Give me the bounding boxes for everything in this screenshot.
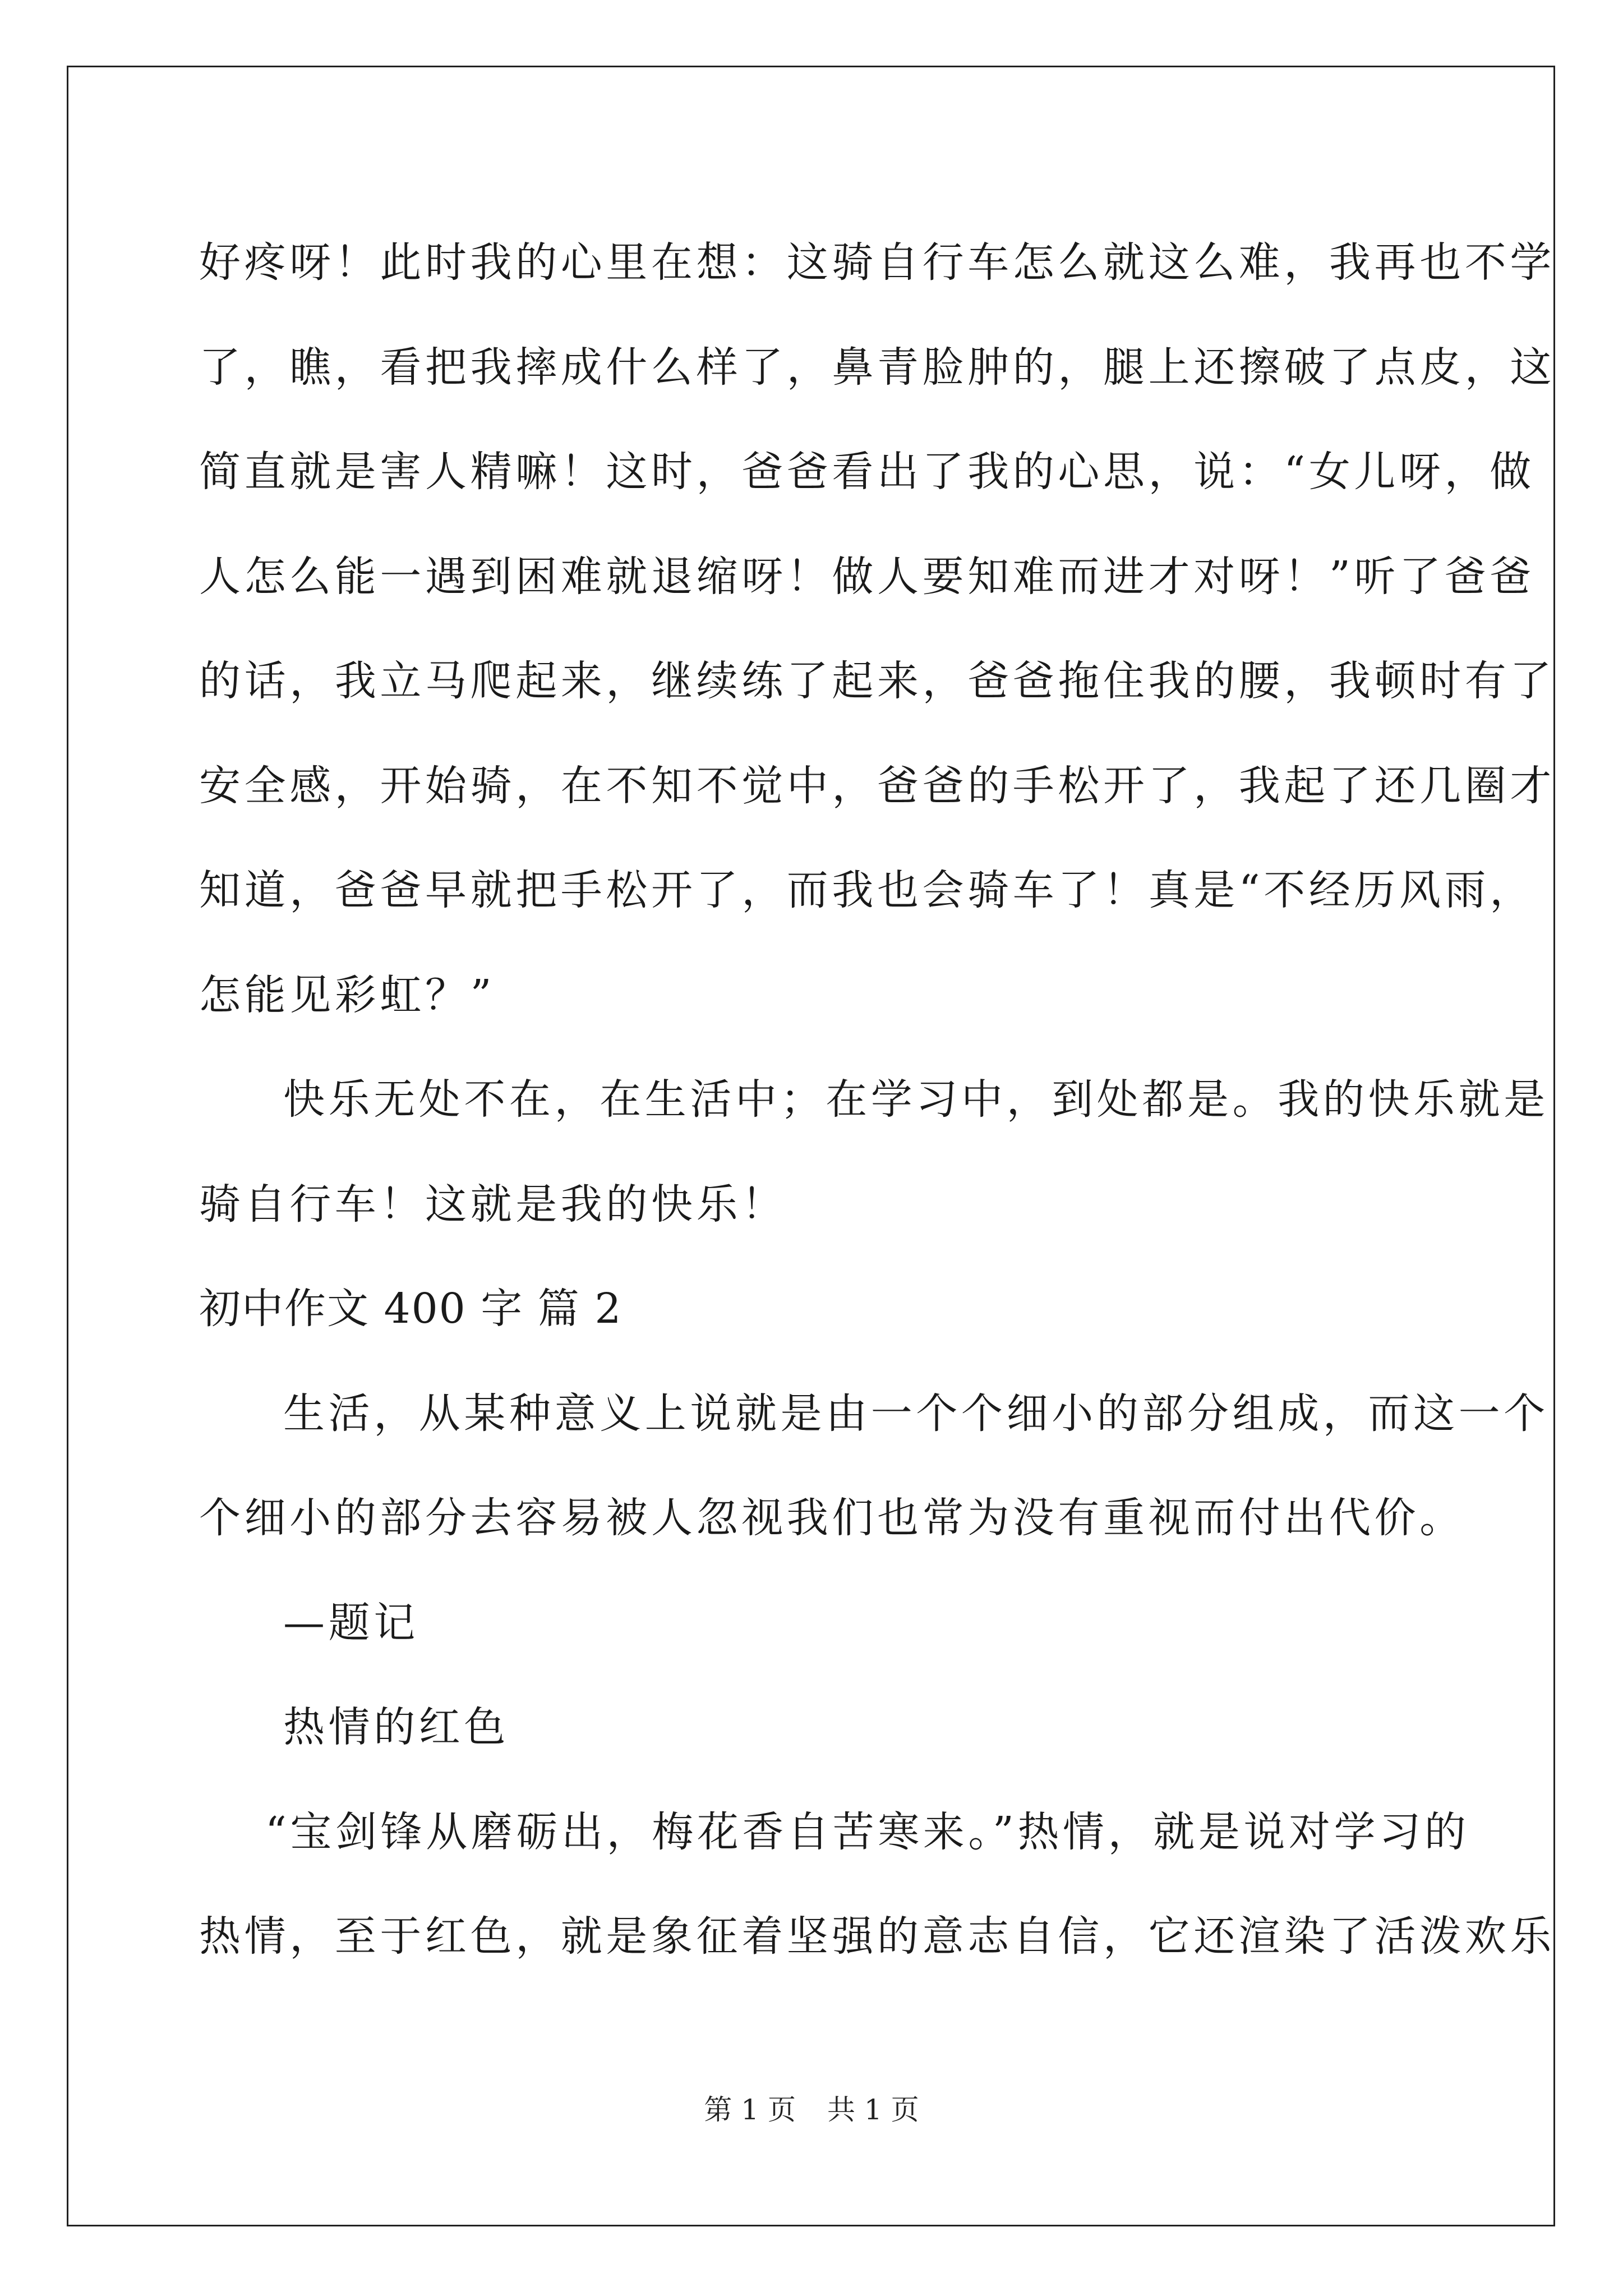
page-total: 共 1 页 <box>827 2093 919 2126</box>
text-line: 的话，我立马爬起来，继续练了起来，爸爸拖住我的腰，我顿时有了 <box>199 657 1555 705</box>
page-footer <box>0 2087 1623 2128</box>
text-line: 好疼呀！此时我的心里在想：这骑自行车怎么就这么难，我再也不学 <box>199 238 1555 287</box>
text-line: 简直就是害人精嘛！这时，爸爸看出了我的心思，说：“女儿呀，做 <box>199 448 1535 496</box>
text-line: 个细小的部分去容易被人忽视我们也常为没有重视而付出代价。 <box>199 1494 1465 1542</box>
text-line: 人怎么能一遇到困难就退缩呀！做人要知难而进才对呀！”听了爸爸 <box>199 552 1535 601</box>
essay-title: 热情的红色 <box>283 1703 509 1751</box>
document-body <box>199 210 1555 1989</box>
text-line: 怎能见彩虹？” <box>199 970 496 1019</box>
text-line: 知道，爸爸早就把手松开了，而我也会骑车了！真是“不经历风雨， <box>199 866 1535 914</box>
paragraph-start-line: 快乐无处不在，在生活中；在学习中，到处都是。我的快乐就是 <box>283 1075 1549 1124</box>
paragraph-start-line: “宝剑锋从磨砺出，梅花香自苦寒来。”热情，就是说对学习的 <box>265 1807 1470 1856</box>
page-number: 第 1 页 <box>704 2093 796 2126</box>
text-line: 了，瞧，看把我摔成什么样了，鼻青脸肿的，腿上还擦破了点皮，这 <box>199 343 1555 392</box>
text-line: 骑自行车！这就是我的快乐！ <box>199 1180 787 1228</box>
section-heading: 初中作文 400 字 篇 2 <box>199 1285 623 1333</box>
text-line: 安全感，开始骑，在不知不觉中，爸爸的手松开了，我起了还几圈才 <box>199 761 1555 810</box>
text-line: 热情，至于红色，就是象征着坚强的意志自信，它还渲染了活泼欢乐 <box>199 1912 1555 1961</box>
paragraph-start-line: 生活，从某种意义上说就是由一个个细小的部分组成，而这一个 <box>283 1389 1549 1438</box>
epigraph-attribution: —题记 <box>283 1598 419 1647</box>
